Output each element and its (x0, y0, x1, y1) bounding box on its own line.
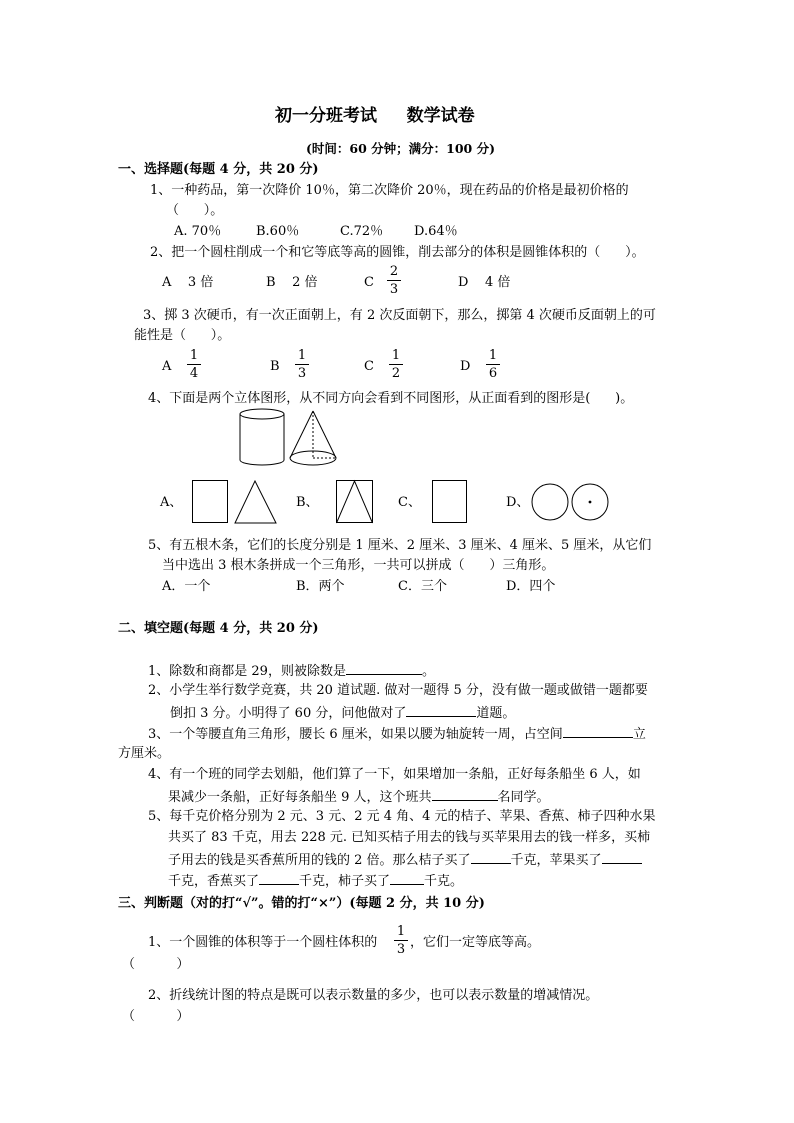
s1-q2-option-d: D 4 倍 (458, 275, 511, 290)
s1-q3-option-c: C (364, 359, 374, 374)
s2-q5-text-4b: 千克，柿子买了 (299, 874, 391, 889)
s1-q5-line2: 当中选出 3 根木条拼成一个三角形，一共可以拼成（ ）三角形。 (162, 558, 555, 573)
s2-q5-text-4a: 千克，香蕉买了 (168, 874, 260, 889)
section-2-heading: 二、填空题(每题 4 分，共 20 分) (118, 621, 319, 636)
s2-q5-text-4c: 千克。 (424, 874, 464, 889)
s2-q2-end: 道题。 (476, 706, 516, 721)
fraction-numerator: 1 (297, 348, 307, 363)
s2-q5-text-3b: 千克，苹果买了 (510, 853, 602, 868)
fraction-bar (387, 280, 401, 281)
s1-q2-line1: 2、把一个圆柱削成一个和它等底等高的圆锥，削去部分的体积是圆锥体积的（ ）。 (150, 245, 645, 260)
answer-blank[interactable] (346, 662, 422, 675)
s1-q2-fraction-c (387, 265, 401, 297)
s2-q5-text-3a: 子用去的钱是买香蕉所用的钱的 2 倍。那么桔子买了 (168, 853, 471, 868)
s1-q5-line1: 5、有五根木条，它们的长度分别是 1 厘米、2 厘米、3 厘米、4 厘米、5 厘米，从它们 (148, 538, 652, 553)
s1-q2-option-b: B 2 倍 (266, 275, 318, 290)
option-b-figure (336, 480, 376, 526)
cylinder-figure (238, 408, 288, 468)
s2-q2-text: 倒扣 3 分。小明得了 60 分，问他做对了 (170, 706, 407, 721)
s3-q1-answer-paren[interactable]: （ ） (122, 957, 190, 972)
s1-q4-line1: 4、下面是两个立体图形，从不同方向会看到不同图形，从正面看到的图形是( )。 (148, 391, 634, 406)
s1-q5-option-a: A．一个 (162, 579, 211, 594)
answer-blank[interactable] (471, 851, 511, 864)
s1-q4-option-a: A、 (160, 495, 183, 510)
fraction-denominator: 3 (396, 942, 406, 957)
s1-q3-line2: 能性是（ ）。 (134, 328, 231, 343)
s1-q3-fraction-a (187, 349, 201, 381)
s2-q4-end: 名同学。 (497, 790, 550, 805)
fraction-bar (295, 364, 309, 365)
s2-q3-unit: 立 (632, 727, 646, 742)
fraction-bar (187, 364, 201, 365)
s2-q2-line1: 2、小学生举行数学竞赛，共 20 道试题. 做对一题得 5 分，没有做一题或做错一题都要 (148, 683, 648, 698)
s1-q2-option-c: C (364, 275, 374, 290)
s1-q2-option-a: A 3 倍 (162, 275, 214, 290)
s3-q2-answer-paren[interactable]: （ ） (122, 1009, 190, 1024)
s1-q1-line2: （ ）。 (166, 203, 224, 218)
fraction-numerator: 1 (488, 348, 498, 363)
s3-q1-text-end: ，它们一定等底等高。 (410, 935, 541, 950)
s1-q1-option-c: C.72％ (340, 224, 384, 239)
s2-q5-line3 (168, 851, 642, 869)
s2-q3-text: 3、一个等腰直角三角形，腰长 6 厘米，如果以腰为轴旋转一周，占空间 (148, 727, 563, 742)
s2-q1-text: 1、除数和商都是 29，则被除数是 (148, 664, 346, 679)
s3-q2-text: 2、折线统计图的特点是既可以表示数量的多少，也可以表示数量的增减情况。 (148, 988, 599, 1003)
fraction-numerator: 2 (389, 264, 399, 279)
answer-blank[interactable] (563, 725, 633, 738)
answer-blank[interactable] (432, 788, 498, 801)
s1-q3-line1: 3、掷 3 次硬币，有一次正面朝上，有 2 次反面朝下，那么，掷第 4 次硬币反面朝上的可 (143, 308, 656, 323)
s2-q4-text: 果减少一条船，正好每条船坐 9 人，这个班共 (168, 790, 432, 805)
s3-q1-text: 1、一个圆锥的体积等于一个圆柱体积的 (148, 935, 378, 950)
fraction-denominator: 3 (389, 282, 399, 297)
fraction-bar (486, 364, 500, 365)
section-1-heading: 一、选择题(每题 4 分，共 20 分) (118, 162, 319, 177)
s1-q4-option-d: D、 (506, 495, 530, 510)
fraction-denominator: 6 (488, 366, 498, 381)
fraction-numerator: 1 (189, 348, 199, 363)
s1-q5-option-d: D．四个 (506, 579, 556, 594)
s1-q1-option-b: B.60％ (256, 224, 300, 239)
s2-q1-end: 。 (421, 664, 435, 679)
section-3-heading: 三、判断题（对的打“√”。错的打“×”）(每题 2 分，共 10 分) (118, 896, 485, 911)
s1-q1-option-a: A. 70％ (174, 224, 222, 239)
fraction-numerator: 1 (396, 924, 406, 939)
fraction-numerator: 1 (391, 348, 401, 363)
s2-q4-line2 (168, 788, 550, 806)
s1-q5-option-b: B．两个 (296, 579, 345, 594)
s2-q1 (148, 662, 435, 680)
fraction-denominator: 2 (391, 366, 401, 381)
s2-q4-line1: 4、有一个班的同学去划船，他们算了一下，如果增加一条船，正好每条船坐 6 人，如 (148, 767, 641, 782)
s2-q5-line4 (168, 872, 463, 890)
s1-q4-option-b: B、 (296, 495, 319, 510)
s2-q5-line1: 5、每千克价格分别为 2 元、3 元、2 元 4 角、4 元的桔子、苹果、香蕉、柿子四种水果 (148, 809, 656, 824)
fraction-bar (389, 364, 403, 365)
answer-blank[interactable] (259, 872, 299, 885)
answer-blank[interactable] (406, 704, 476, 717)
s2-q3-line1 (148, 725, 646, 743)
option-c-figure (432, 480, 472, 526)
s1-q1-option-d: D.64％ (414, 224, 458, 239)
page-subtitle: (时间：60 分钟；满分：100 分) (306, 141, 496, 156)
s2-q2-line2 (170, 704, 515, 722)
fraction-denominator: 3 (297, 366, 307, 381)
s1-q5-option-c: C．三个 (398, 579, 447, 594)
page-title: 初一分班考试 数学试卷 (275, 106, 475, 126)
s3-q1-fraction (394, 925, 408, 957)
cone-figure (288, 408, 342, 470)
s1-q1-line1: 1、一种药品，第一次降价 10％，第二次降价 20％，现在药品的价格是最初价格的 (150, 183, 629, 198)
answer-blank[interactable] (390, 872, 424, 885)
answer-blank[interactable] (602, 851, 642, 864)
s1-q4-option-c: C、 (398, 495, 421, 510)
s1-q3-fraction-d (486, 349, 500, 381)
option-a-figures (192, 480, 282, 526)
fraction-denominator: 4 (189, 366, 199, 381)
s1-q3-fraction-c (389, 349, 403, 381)
option-d-figures (532, 483, 612, 523)
fraction-bar (394, 940, 408, 941)
s1-q3-option-b: B (270, 359, 280, 374)
s1-q3-option-a: A (162, 359, 172, 374)
s1-q3-fraction-b (295, 349, 309, 381)
s1-q3-option-d: D (460, 359, 471, 374)
s2-q3-line2: 方厘米。 (118, 746, 171, 761)
s2-q5-line2: 共买了 83 千克，用去 228 元. 已知买桔子用去的钱与买苹果用去的钱一样多，买柿 (168, 830, 651, 845)
